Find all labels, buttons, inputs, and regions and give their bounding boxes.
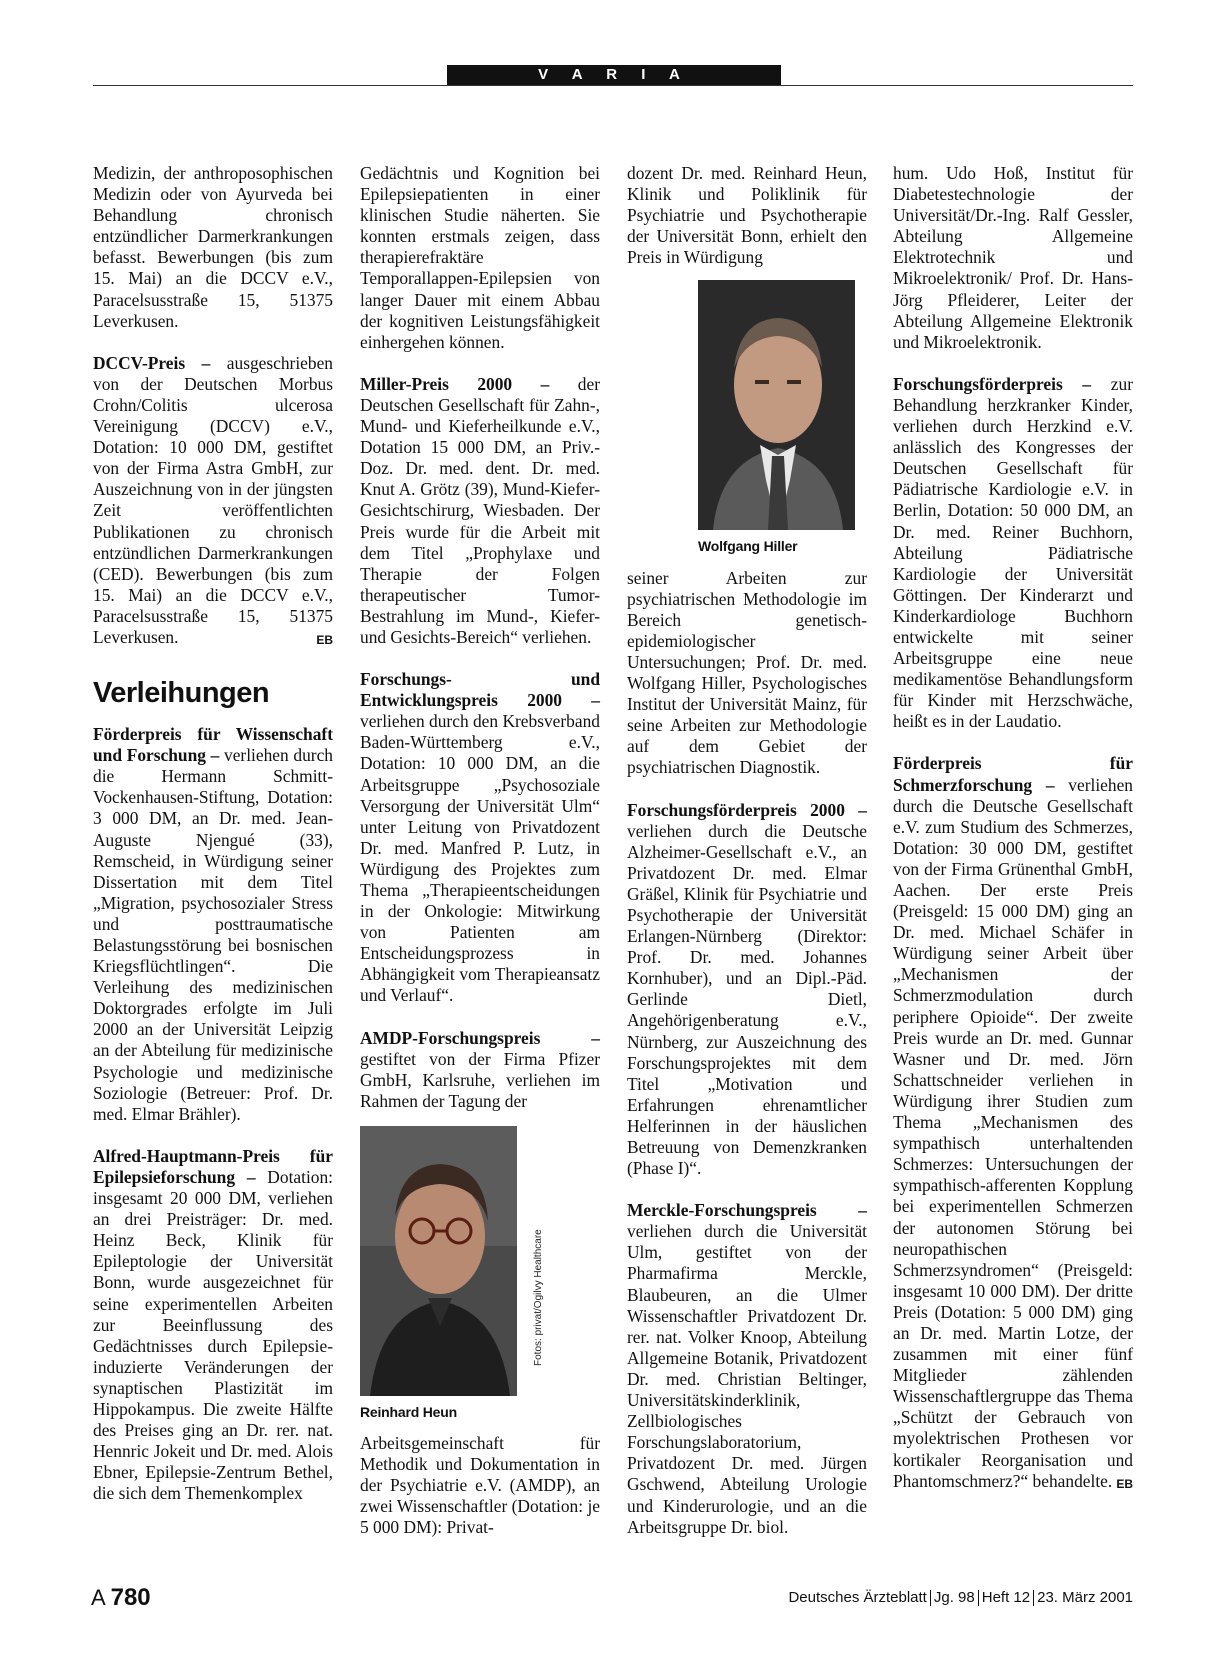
journal-issue: Heft 12 bbox=[981, 1589, 1031, 1606]
photo-credit: Fotos: privat/Ogilvy Healthcare bbox=[533, 1229, 544, 1366]
award-title: Miller-Preis 2000 – bbox=[360, 373, 550, 394]
paragraph: Förderpreis für Schmerzforschung – verliehen durch die Deutsche Gesellschaft e.V. zum Studium des Schmerzes, Dotation: 30 000 DM, gestiftet von der Firma Grünenthal GmbH, Aachen. Der erste Preis (Preisgeld: 15 000 DM) ging an Dr. med. Michael Schäfer in Würdigung seiner Arbeit über „Mechanismen der Schmerzmodulation durch periphere Opioide“. Der zweite Preis wurde an Dr. med. Gunnar Wasner und Dr. med. Jörn Schattschneider verliehen in Würdigung ihrer Studien zum Thema „Mechanismen des sympathisch unterhaltenden Schmerzes: Untersuchungen der sympathisch-afferenten Kopplung bei experimentellen Schmerzen der autonomen Störung bei neuropathischen Schmerzsyndromen“ (Preisgeld: insgesamt 10 000 DM). Der dritte Preis (Dotation: 5 000 DM) ging an Dr. med. Martin Lotze, der zusammen mit einer fünf Mitglieder zählenden Wissenschaftlergruppe das Thema „Schützt der Gebrauch von myolektrischen Prothesen vor kortikaler Reorganisation und Phantomschmerz?“ behandelte. EB bbox=[893, 753, 1133, 1491]
journal-name: Deutsches Ärzteblatt bbox=[788, 1589, 927, 1606]
column-4 bbox=[893, 163, 1133, 1495]
journal-date: 23. März 2001 bbox=[1037, 1589, 1133, 1606]
paragraph: seiner Arbeiten zur psychiatrischen Methodologie im Bereich genetisch-epidemiologischer Untersuchungen; Prof. Dr. med. Wolfgang Hiller, Psychologisches Institut der Universität Mainz, für seine Arbeiten zur Methodologie auf dem Gebiet der psychiatrischen Diagnostik. bbox=[627, 567, 867, 778]
award-title: AMDP-Forschungspreis – bbox=[360, 1027, 600, 1048]
section-heading: Verleihungen bbox=[93, 677, 270, 710]
award-title: Merckle-Forschungspreis – bbox=[627, 1200, 867, 1221]
portrait-photo bbox=[360, 1126, 600, 1423]
award-title: Forschungs- und Entwicklungspreis 2000 – bbox=[360, 669, 600, 711]
portrait-photo bbox=[698, 280, 867, 557]
page-number: A 780 bbox=[91, 1584, 151, 1611]
author-signature: EB bbox=[316, 632, 333, 647]
paragraph: Forschungsförderpreis 2000 – verliehen durch die Deutsche Alzheimer-Gesellschaft e.V., an Privatdozent Dr. med. Elmar Gräßel, Klinik für Psychiatrie und Psychotherapie der Universität Erlangen-Nürnberg (Direktor: Prof. Dr. med. Johannes Kornhuber), und an Dipl.-Päd. Gerlinde Dietl, Angehörigenberatung e.V., Nürnberg, zur Auszeichnung des Forschungsprojektes mit dem Titel „Motivation und Erfahrungen ehrenamtlicher Helferinnen in der häuslichen Betreuung von Demenzkranken (Phase I)“. bbox=[627, 799, 867, 1179]
award-title: Forschungsförderpreis – bbox=[893, 373, 1092, 394]
award-title: DCCV-Preis – bbox=[93, 352, 211, 373]
award-title: Förderpreis für Wissenschaft und Forschung – bbox=[93, 724, 333, 766]
author-signature: EB bbox=[1116, 1476, 1133, 1491]
paragraph: DCCV-Preis – ausgeschrieben von der Deutschen Morbus Crohn/Colitis ulcerosa Vereinigung (DCCV) e.V., Dotation: 10 000 DM, gestiftet von der Firma Astra GmbH, zur Auszeichnung von in der jüngsten Zeit veröffentlichten Publikationen zu chronisch entzündlichen Darmerkrankungen (CED). Bewerbungen (bis zum 15. Mai) an die DCCV e.V., Paracelsusstraße 15, 51375 Leverkusen. EB bbox=[93, 353, 333, 648]
paragraph: hum. Udo Hoß, Institut für Diabetestechnologie der Universität/Dr.-Ing. Ralf Gessler, Abteilung Allgemeine Elektrotechnik und Mikroelektronik/ Prof. Dr. Hans-Jörg Pfleiderer, Leiter der Abteilung Allgemeine Elektronik und Mikroelektronik. bbox=[893, 163, 1133, 352]
award-title: Förderpreis für Schmerzforschung – bbox=[893, 753, 1133, 795]
paragraph: Medizin, der anthroposophischen Medizin oder von Ayurveda bei Behandlung chronisch entzündlicher Darmerkrankungen befasst. Bewerbungen (bis zum 15. Mai) an die DCCV e.V., Paracelsusstraße 15, 51375 Leverkusen. bbox=[93, 163, 333, 331]
paragraph: Merckle-Forschungspreis – verliehen durch die Universität Ulm, gestiftet von der Pharmafirma Merckle, Blaubeuren, an die Ulmer Wissenschaftler Privatdozent Dr. rer. nat. Volker Knoop, Abteilung Allgemeine Botanik, Privatdozent Dr. med. Christian Beltinger, Universitätskinderklinik, Zellbiologisches Forschungslaboratorium, Privatdozent Dr. med. Jürgen Gschwend, Abteilung Urologie und Kinderurologie, und an die Arbeitsgruppe Dr. biol. bbox=[627, 1200, 867, 1537]
paragraph: dozent Dr. med. Reinhard Heun, Klinik und Poliklinik für Psychiatrie und Psychotherapie der Universität Bonn, erhielt den Preis in Würdigung bbox=[627, 163, 867, 268]
award-title: Forschungsförderpreis 2000 – bbox=[627, 799, 867, 820]
paragraph: AMDP-Forschungspreis – gestiftet von der Firma Pfizer GmbH, Karlsruhe, verliehen im Rahmen der Tagung der bbox=[360, 1027, 600, 1111]
photo-caption: Reinhard Heun bbox=[360, 1403, 457, 1420]
photo-caption: Wolfgang Hiller bbox=[698, 538, 798, 555]
paragraph: Miller-Preis 2000 – der Deutschen Gesellschaft für Zahn-, Mund- und Kieferheilkunde e.V., Dotation 15 000 DM, an Priv.-Doz. Dr. med. dent. Dr. med. Knut A. Grötz (39), Mund-Kiefer-Gesichtschirurg, Wiesbaden. Der Preis wurde für die Arbeit mit dem Titel „Prophylaxe und Therapie der Folgen therapeutischer Tumor-Bestrahlung im Mund-, Kiefer- und Gesichts-Bereich“ verliehen. bbox=[360, 373, 600, 647]
paragraph: Forschungsförderpreis – zur Behandlung herzkranker Kinder, verliehen durch Herzkind e.V. anlässlich des Kongresses der Deutschen Gesellschaft für Pädiatrische Kardiologie e.V. in Berlin, Dotation: 50 000 DM, an Dr. med. Reiner Buchhorn, Abteilung Pädiatrische Kardiologie der Universität Göttingen. Der Kinderarzt und Kinderkardiologe Buchhorn entwickelte mit seiner Arbeitsgruppe eine neue medikamentöse Behandlungsform für Kinder mit Herzschwäche, heißt es in der Laudatio. bbox=[893, 373, 1133, 732]
column-2 bbox=[360, 163, 600, 1539]
journal-info bbox=[788, 1589, 1133, 1606]
portrait-image bbox=[698, 280, 855, 530]
portrait-image bbox=[360, 1126, 517, 1396]
paragraph: Förderpreis für Wissenschaft und Forschung – verliehen durch die Hermann Schmitt-Vockenhausen-Stiftung, Dotation: 3 000 DM, an Dr. med. Jean-Auguste Njengué (33), Remscheid, in Würdigung seiner Dissertation mit dem Titel „Migration, psychosozialer Stress und posttraumatische Belastungsstörung bei bosnischen Kriegsflüchtlingen“. Die Verleihung des medizinischen Doktorgrades erfolgte im Juli 2000 an der Universität Leipzig an der Abteilung für medizinische Psychologie und medizinische Soziologie (Betreuer: Prof. Dr. med. Elmar Brähler). bbox=[93, 724, 333, 1124]
header-rule bbox=[93, 85, 1133, 86]
column-3 bbox=[627, 163, 867, 1538]
paragraph: Forschungs- und Entwicklungspreis 2000 – verliehen durch den Krebsverband Baden-Württemberg e.V., Dotation: 10 000 DM, an die Arbeitsgruppe „Psychosoziale Versorgung der Universität Ulm“ unter Leitung von Privatdozent Dr. med. Manfred P. Lutz, in Würdigung des Projektes zum Thema „Therapieentscheidungen in der Onkologie: Mitwirkung von Patienten am Entscheidungsprozess in Abhängigkeit vom Therapieansatz und Verlauf“. bbox=[360, 669, 600, 1006]
award-title: Alfred-Hauptmann-Preis für Epilepsieforschung – bbox=[93, 1145, 333, 1187]
column-1 bbox=[93, 163, 333, 1504]
journal-volume: Jg. 98 bbox=[933, 1589, 975, 1606]
paragraph: Alfred-Hauptmann-Preis für Epilepsieforschung – Dotation: insgesamt 20 000 DM, verliehen an drei Preisträger: Dr. med. Heinz Beck, Klinik für Epileptologie der Universität Bonn, wurde ausgezeichnet für seine experimentellen Arbeiten zur Beeinflussung des Gedächtnisses durch Epilepsie-induzierte Veränderungen der synaptischen Plastizität im Hippokampus. Die zweite Hälfte des Preises ging an Dr. rer. nat. Hennric Jokeit und Dr. med. Alois Ebner, Epilepsie-Zentrum Bethel, die sich dem Themenkomplex bbox=[93, 1145, 333, 1504]
paragraph: Arbeitsgemeinschaft für Methodik und Dokumentation in der Psychiatrie e.V. (AMDP), an zwei Wissenschaftler (Dotation: je 5 000 DM): Privat- bbox=[360, 1433, 600, 1538]
section-tag: V A R I A bbox=[447, 65, 781, 85]
paragraph: Gedächtnis und Kognition bei Epilepsiepatienten in einer klinischen Studie näherten. Sie konnten erstmals zeigen, dass therapierefraktäre Temporallappen-Epilepsien von langer Dauer mit einem Abbau der kognitiven Leistungsfähigkeit einhergehen können. bbox=[360, 163, 600, 352]
